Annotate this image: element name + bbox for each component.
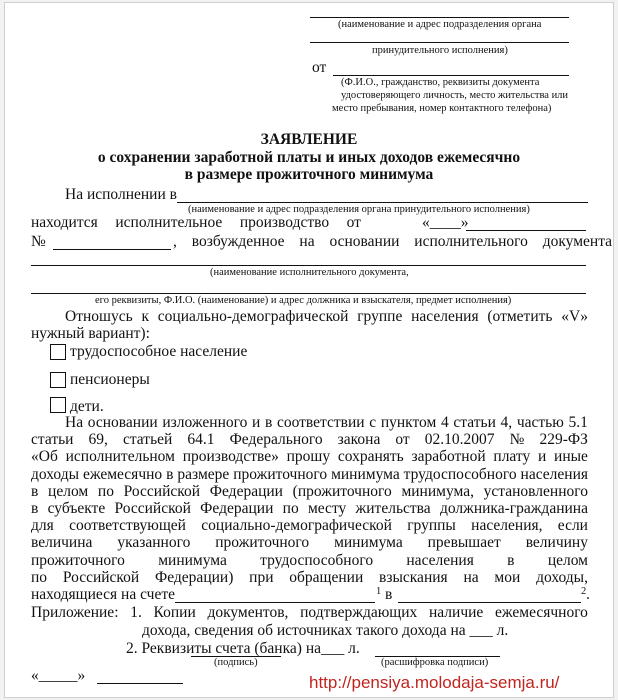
- paragraph-word: взыскания: [379, 568, 448, 586]
- paragraph-word: Федерального: [229, 431, 323, 449]
- attachment-word: Копии: [153, 604, 196, 621]
- paragraph-word: Федерации: [200, 500, 274, 517]
- paragraph-word: населения: [406, 551, 474, 569]
- footnote-marker: 1: [376, 586, 382, 597]
- number-sign: №: [31, 233, 46, 250]
- paragraph-word: если: [557, 517, 588, 535]
- document-title: ЗАЯВЛЕНИЕ: [260, 131, 358, 148]
- paragraph-word: ежемесячно: [82, 465, 163, 483]
- paragraph-word: трудоспособного: [260, 551, 374, 569]
- attachment-item-2: 2. Реквизиты счета (банка) на___ л.: [126, 640, 360, 657]
- paragraph-word: при: [249, 568, 274, 586]
- decryption-caption: (расшифровка подписи): [381, 657, 489, 668]
- paragraph-word: доходы,: [536, 568, 588, 586]
- org-name-line-2[interactable]: [310, 42, 569, 43]
- paragraph-word: основании: [87, 414, 158, 431]
- paragraph-word: размере: [177, 465, 230, 483]
- paragraph-word: статьи: [453, 414, 496, 431]
- paragraph-word: группы: [407, 517, 456, 535]
- paragraph-word: Российской: [62, 568, 140, 586]
- paragraph-word: статьи: [31, 431, 74, 449]
- paragraph-word: месту: [307, 500, 347, 517]
- proceeding-row: [31, 214, 361, 232]
- attachment-word: наличие: [429, 604, 484, 621]
- doc-caption-2: его реквизиты, Ф.И.О. (наименование) и адрес должника и взыскателя, предмет исполнения): [95, 295, 512, 306]
- account-in: в: [385, 586, 393, 603]
- paragraph-word: величину: [525, 534, 588, 552]
- paragraph-line: [31, 552, 588, 570]
- paragraph-word: 229-ФЗ: [539, 431, 588, 449]
- paragraph-line: [65, 414, 588, 432]
- attachment-word: ежемесячного: [495, 604, 588, 621]
- paragraph-word: для: [31, 517, 54, 535]
- paragraph-word: 4: [440, 414, 449, 431]
- paragraph-word: превышает: [427, 534, 501, 552]
- proceeding-word: производство: [239, 214, 330, 231]
- paragraph-word: и: [252, 414, 261, 431]
- attachment-item-1: дохода, сведения об источниках такого дохода на ___ л.: [142, 622, 509, 639]
- checkbox-pensioners[interactable]: [50, 372, 66, 388]
- paragraph-word: 64.1: [187, 431, 215, 449]
- paragraph-word: мои: [494, 568, 521, 586]
- date-line[interactable]: [466, 230, 586, 231]
- applicant-caption: место пребывания, номер контактного телефона): [332, 103, 552, 114]
- paragraph-word: в: [31, 482, 39, 500]
- paragraph-line: [31, 431, 588, 449]
- paragraph-word: прожиточного: [233, 465, 328, 483]
- org-caption: (наименование и адрес подразделения органа: [338, 19, 542, 30]
- group-word: к: [141, 308, 149, 325]
- application-form: [4, 2, 614, 698]
- paragraph-word: пунктом: [380, 414, 437, 431]
- org-caption: принудительного исполнения): [372, 45, 508, 56]
- paragraph-word: (прожиточного: [292, 482, 392, 500]
- paragraph-word: обращении: [289, 568, 364, 586]
- paragraph-word: и: [537, 448, 547, 466]
- footnote-marker: 2: [581, 586, 587, 597]
- paragraph-word: доходы: [31, 465, 80, 483]
- paragraph-word: закона: [337, 431, 381, 449]
- org-name-line[interactable]: [310, 17, 569, 18]
- paragraph-line: [31, 534, 588, 552]
- paragraph-line: [31, 569, 588, 587]
- checkbox-children[interactable]: [50, 397, 66, 413]
- paragraph-word: сохранять: [337, 448, 404, 466]
- attachment-word: Приложение:: [31, 604, 119, 621]
- proceeding-word: от: [346, 214, 361, 231]
- group-word: «V»: [561, 308, 588, 325]
- doc-caption: (наименование исполнительного документа,: [210, 267, 409, 278]
- attachment-word: документов,: [207, 604, 289, 621]
- date-line[interactable]: [97, 683, 183, 684]
- period: .: [586, 586, 590, 603]
- applicant-caption: (Ф.И.О., гражданство, реквизиты документа: [341, 77, 540, 88]
- group-row: [65, 308, 588, 326]
- paragraph-word: установленного: [483, 482, 588, 500]
- paragraph-word: по: [97, 482, 114, 500]
- paragraph-word: по: [31, 568, 48, 586]
- paragraph-word: социально-демографической: [201, 517, 392, 535]
- checkbox-able-bodied[interactable]: [50, 344, 66, 360]
- paragraph-word: Российской: [123, 482, 201, 500]
- paragraph-line: [31, 466, 588, 484]
- paragraph-word: прошу: [286, 448, 331, 466]
- group-word: Отношусь: [65, 308, 133, 325]
- proceeding-word: находится: [31, 214, 98, 231]
- execution-org-line[interactable]: [177, 202, 588, 203]
- paragraph-word: в: [166, 465, 174, 483]
- paragraph-word: минимума: [334, 534, 403, 552]
- option-label: пенсионеры: [70, 371, 150, 388]
- paragraph-word: должника-гражданина: [439, 500, 588, 517]
- paragraph-word: заработной: [411, 448, 486, 466]
- paragraph-word: населения,: [471, 517, 543, 535]
- paragraph-word: изложенного: [162, 414, 248, 431]
- paragraph-word: исполнительном: [65, 448, 175, 466]
- paragraph-word: прожиточного: [31, 551, 125, 569]
- paragraph-word: Российской: [114, 500, 191, 517]
- paragraph-word: указанного: [117, 534, 191, 552]
- paragraph-word: величина: [31, 534, 93, 552]
- applicant-line[interactable]: [333, 75, 569, 76]
- document-subtitle: о сохранении заработной платы и иных доходов ежемесячно: [97, 149, 521, 166]
- paragraph-word: минимума: [158, 551, 227, 569]
- basis-text: , возбужденное на основании исполнительного документа: [173, 233, 613, 250]
- account-number-line[interactable]: [175, 602, 375, 603]
- paragraph-line: [31, 483, 588, 501]
- from-label: от: [312, 59, 327, 76]
- group-line-2: нужный вариант):: [31, 325, 150, 342]
- executive-document-line-2[interactable]: [31, 293, 586, 294]
- paragraph-word: 02.10.2007: [424, 431, 495, 449]
- group-word: населения: [411, 308, 479, 325]
- signature-caption: (подпись): [214, 657, 258, 668]
- paragraph-word: «Об: [31, 448, 58, 466]
- group-word: социально-демографической: [157, 308, 349, 325]
- document-subtitle: в размере прожиточного минимума: [184, 166, 434, 183]
- paragraph-word: На: [65, 414, 84, 431]
- paragraph-word: целом: [547, 551, 588, 569]
- executive-document-line[interactable]: [31, 265, 586, 266]
- paragraph-line: [31, 500, 588, 518]
- paragraph-word: в: [31, 500, 39, 517]
- paragraph-word: соответствующей: [69, 517, 186, 535]
- paragraph-word: минимума: [331, 465, 400, 483]
- option-label: трудоспособное население: [70, 343, 248, 360]
- paragraph-line: [31, 517, 588, 535]
- paragraph-word: целом: [48, 482, 89, 500]
- paragraph-word: производстве»: [182, 448, 279, 466]
- paragraph-word: иные: [554, 448, 588, 466]
- paragraph-word: 69,: [88, 431, 108, 449]
- paragraph-word: статьей: [122, 431, 173, 449]
- attachment-word: подтверждающих: [300, 604, 418, 621]
- paragraph-word: в: [264, 414, 273, 431]
- group-word: (отметить: [487, 308, 553, 325]
- paragraph-word: Федерации: [209, 482, 283, 500]
- paragraph-word: на: [463, 568, 479, 586]
- paragraph-word: 4,: [500, 414, 513, 431]
- paragraph-word: с: [369, 414, 377, 431]
- watermark-link[interactable]: http://pensiya.molodaja-semja.ru/: [309, 673, 560, 692]
- proceeding-word: исполнительное: [115, 214, 223, 231]
- date-field[interactable]: «____»: [422, 214, 469, 231]
- applicant-caption: удостоверяющего личность, место жительства или: [341, 90, 569, 101]
- paragraph-word: минимума,: [401, 482, 474, 500]
- paragraph-word: №: [509, 431, 525, 449]
- paragraph-word: субъекте: [47, 500, 106, 517]
- paragraph-word: 5.1: [568, 414, 588, 431]
- paragraph-word: соответствии: [276, 414, 365, 431]
- account-prefix: находящиеся на счете: [31, 586, 175, 603]
- paragraph-word: прожиточного: [215, 534, 310, 552]
- paragraph-word: по: [282, 500, 299, 517]
- signature-date[interactable]: «_____»: [31, 667, 86, 684]
- paragraph-word: жительства: [355, 500, 431, 517]
- number-line[interactable]: [53, 249, 171, 250]
- paragraph-word: частью: [516, 414, 564, 431]
- execution-prefix: На исполнении в: [65, 186, 177, 203]
- paragraph-word: Федерации): [155, 568, 234, 586]
- paragraph-word: в: [507, 551, 515, 569]
- paragraph-word: трудоспособного: [403, 465, 517, 483]
- bank-line[interactable]: [398, 602, 581, 603]
- execution-caption: (наименование и адрес подразделения органа принудительного исполнения): [188, 204, 530, 215]
- paragraph-line: [31, 448, 588, 466]
- paragraph-word: населения: [520, 465, 588, 483]
- paragraph-word: плату: [493, 448, 531, 466]
- attachment-word: 1.: [130, 604, 142, 621]
- paragraph-word: от: [395, 431, 410, 449]
- attachments-row: [31, 604, 588, 622]
- option-label: дети.: [70, 398, 104, 415]
- group-word: группе: [357, 308, 403, 325]
